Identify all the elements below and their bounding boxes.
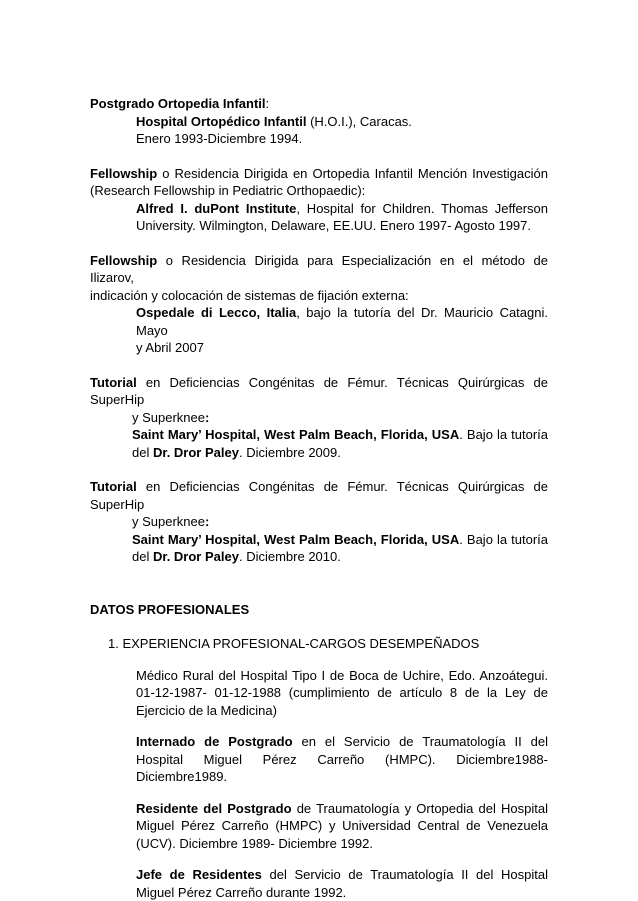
entry-heading-line1 xyxy=(90,478,548,513)
education-entry-fellowship-dupont xyxy=(90,165,548,235)
experience-item xyxy=(136,866,548,901)
institution-bold: Ospedale di Lecco, Italia xyxy=(136,305,297,320)
entry-heading-rest: o Residencia Dirigida en Ortopedia Infantil Mención Investigación xyxy=(157,165,548,181)
entry-heading-line2 xyxy=(132,513,548,531)
entry-heading-line2-bold: : xyxy=(205,409,210,425)
institution-line2-rest: . Diciembre 2010. xyxy=(238,549,341,564)
entry-institution-line2: University. Wilmington, Delaware, EE.UU. Enero 1997- Agosto 1997. xyxy=(136,218,531,233)
institution-line2-pre: del xyxy=(132,549,153,564)
institution-rest: (H.O.I.), Caracas. xyxy=(306,113,412,129)
institution-line2-bold: Dr. Dror Paley xyxy=(152,549,239,564)
subsection-title: 1. EXPERIENCIA PROFESIONAL-CARGOS DESEMPEÑADOS xyxy=(108,636,480,651)
institution-bold: Saint Mary’ Hospital, West Palm Beach, Florida, USA xyxy=(132,531,460,547)
institution-rest: . Bajo la tutoría xyxy=(459,531,548,547)
entry-heading-rest: : xyxy=(265,96,270,111)
education-entry-postgrado xyxy=(90,95,548,148)
experience-text: en el Servicio de Traumatología II del Hospital Miguel Pérez Carreño (HMPC). Diciembre1988- Diciembre1989. xyxy=(136,734,549,784)
institution-bold: Hospital Ortopédico Infantil xyxy=(136,113,307,129)
entry-heading-line2: indicación y colocación de sistemas de fijación externa: xyxy=(90,287,409,303)
entry-heading-rest: o Residencia Dirigida para Especialización en el método de Ilizarov, xyxy=(90,252,548,285)
institution-rest: , bajo la tutoría del Dr. Mauricio Catagni. Mayo xyxy=(136,305,548,338)
education-entry-tutorial-2009 xyxy=(90,374,548,462)
experience-bold: Residente del Postgrado xyxy=(136,800,292,816)
entry-dates: Enero 1993-Diciembre 1994. xyxy=(136,131,303,146)
experience-bold: Jefe de Residentes xyxy=(136,867,262,882)
entry-heading-line1 xyxy=(90,165,548,183)
experience-item xyxy=(136,733,548,786)
entry-institution-line1 xyxy=(132,531,548,549)
entry-institution xyxy=(136,113,548,131)
entry-heading-line1 xyxy=(90,252,548,287)
experience-item xyxy=(136,667,548,720)
institution-bold: Alfred I. duPont Institute xyxy=(136,200,297,216)
entry-institution-line1 xyxy=(136,200,548,218)
entry-heading-line2-bold: : xyxy=(205,514,210,529)
entry-heading-line1 xyxy=(90,374,548,409)
entry-heading-rest: en Deficiencias Congénitas de Fémur. Técnicas Quirúrgicas de SuperHip xyxy=(90,374,548,407)
institution-bold: Saint Mary’ Hospital, West Palm Beach, Florida, USA xyxy=(132,427,460,442)
institution-line2-bold: Dr. Dror Paley xyxy=(152,444,239,460)
entry-heading-bold: Fellowship xyxy=(90,252,158,268)
entry-institution-line2: y Abril 2007 xyxy=(136,340,204,355)
institution-rest: . Bajo la tutoría xyxy=(459,427,548,442)
entry-heading-line2-text: y Superknee xyxy=(132,514,205,529)
entry-heading-bold: Tutorial xyxy=(90,479,137,494)
experience-text: Médico Rural del Hospital Tipo I de Boca de Uchire, Edo. Anzoátegui. 01-12-1987- 01-12-1988 (cumplimiento de artículo 8 de la Ley de Ejercicio de la Medicina) xyxy=(136,667,548,718)
entry-heading-rest: en Deficiencias Congénitas de Fémur. Técnicas Quirúrgicas de SuperHip xyxy=(90,479,548,512)
experience-bold: Internado de Postgrado xyxy=(136,734,293,749)
entry-heading-bold: Postgrado Ortopedia Infantil xyxy=(90,96,266,111)
institution-line2-rest: . Diciembre 2009. xyxy=(238,444,341,460)
education-entry-fellowship-lecco xyxy=(90,252,548,357)
experience-text: de Traumatología y Ortopedia del Hospital Miguel Pérez Carreño (HMPC) y Universidad Central de Venezuela (UCV). Diciembre 1989- Diciembre 1992. xyxy=(136,800,548,851)
institution-rest: , Hospital for Children. Thomas Jefferson xyxy=(296,200,549,216)
entry-heading xyxy=(90,95,548,113)
entry-institution-line1 xyxy=(132,426,548,444)
document-page xyxy=(90,95,548,901)
institution-line2-pre: del xyxy=(132,444,153,460)
entry-institution-line1 xyxy=(136,304,548,339)
education-entry-tutorial-2010 xyxy=(90,478,548,566)
experience-text: del Servicio de Traumatología II del Hospital Miguel Pérez Carreño durante 1992. xyxy=(136,867,549,900)
section-title: DATOS PROFESIONALES xyxy=(90,601,250,617)
entry-institution-line2 xyxy=(132,444,548,462)
entry-heading-bold: Tutorial xyxy=(90,374,137,390)
entry-heading-line2: (Research Fellowship in Pediatric Orthopaedic): xyxy=(90,183,366,198)
entry-heading-line2-text: y Superknee xyxy=(132,409,205,425)
entry-institution-line2 xyxy=(132,548,548,566)
entry-heading-line2 xyxy=(132,409,548,427)
entry-heading-bold: Fellowship xyxy=(90,165,158,181)
